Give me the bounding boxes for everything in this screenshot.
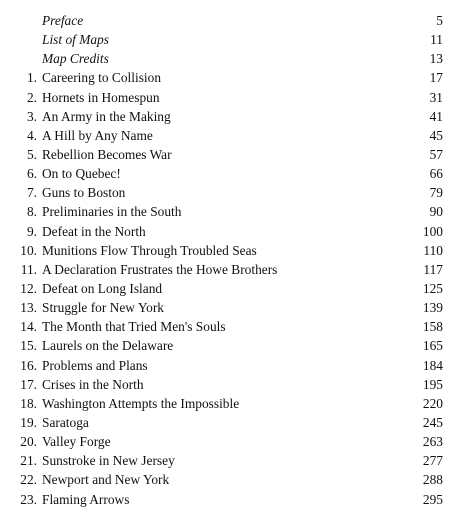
chapter-title: Saratoga (42, 414, 89, 430)
chapter-page: 277 (422, 453, 443, 469)
toc-entry-title: Map Credits (42, 51, 109, 67)
chapter-number: 11. (20, 261, 37, 277)
chapter-title: Washington Attempts the Impossible (42, 395, 240, 411)
chapter-title: Valley Forge (42, 434, 111, 450)
chapter-page: 100 (422, 223, 443, 239)
chapter-title: Guns to Boston (42, 185, 126, 201)
chapter-number: 9. (26, 223, 37, 239)
chapter-page: 195 (422, 376, 443, 392)
toc-chapter-row (0, 241, 471, 260)
chapter-page: 66 (429, 166, 443, 182)
chapter-number: 13. (20, 300, 37, 316)
toc-chapter-row (0, 68, 471, 87)
chapter-page: 263 (422, 434, 443, 450)
chapter-title: Preliminaries in the South (42, 204, 182, 220)
toc-chapter-row (0, 336, 471, 355)
chapter-page: 79 (429, 185, 443, 201)
chapter-title: On to Quebec! (42, 166, 121, 182)
chapter-page: 158 (422, 319, 443, 335)
chapter-number: 23. (20, 491, 37, 507)
chapter-number: 14. (20, 319, 37, 335)
toc-chapter-row (0, 107, 471, 126)
chapter-title: Laurels on the Delaware (42, 338, 174, 354)
chapter-number: 22. (20, 472, 37, 488)
toc-chapter-row (0, 164, 471, 183)
chapter-title: Crises in the North (42, 376, 144, 392)
chapter-page: 57 (429, 146, 443, 162)
toc-chapter-row (0, 88, 471, 107)
chapter-number: 16. (20, 357, 37, 373)
toc-entry-title: List of Maps (42, 32, 109, 48)
chapter-number: 19. (20, 414, 37, 430)
toc-chapter-row (0, 279, 471, 298)
chapter-page: 45 (429, 127, 443, 143)
chapter-number: 3. (26, 108, 37, 124)
chapter-page: 110 (423, 242, 443, 258)
chapter-number: 7. (26, 185, 37, 201)
toc-chapter-row (0, 470, 471, 489)
chapter-title: Hornets in Homespun (42, 89, 160, 105)
toc-chapter-row (0, 298, 471, 317)
chapter-page: 117 (423, 261, 443, 277)
chapter-page: 41 (429, 108, 443, 124)
chapter-number: 8. (26, 204, 37, 220)
chapter-title: Careering to Collision (42, 70, 162, 86)
toc-entry-page: 11 (430, 32, 443, 48)
toc-entry-page: 13 (429, 51, 443, 67)
chapter-number: 12. (20, 280, 37, 296)
chapter-page: 184 (422, 357, 443, 373)
table-of-contents (0, 11, 471, 509)
chapter-title: Newport and New York (42, 472, 170, 488)
chapter-page: 288 (422, 472, 443, 488)
chapter-number: 21. (20, 453, 37, 469)
chapter-number: 5. (26, 146, 37, 162)
toc-entry-page: 5 (436, 13, 443, 28)
toc-entry-title: Preface (42, 13, 84, 28)
chapter-title: Sunstroke in New Jersey (42, 453, 175, 469)
chapter-page: 125 (422, 280, 443, 296)
toc-chapter-row (0, 317, 471, 336)
chapter-number: 20. (20, 434, 37, 450)
chapter-title: An Army in the Making (42, 108, 171, 124)
toc-chapter-row (0, 145, 471, 164)
chapter-page: 139 (422, 300, 443, 316)
chapter-title: Defeat in the North (42, 223, 146, 239)
toc-chapter-row (0, 222, 471, 241)
chapter-title: A Hill by Any Name (42, 127, 153, 143)
chapter-title: Defeat on Long Island (42, 280, 163, 296)
chapter-page: 31 (429, 89, 443, 105)
toc-chapter-row (0, 432, 471, 451)
toc-chapter-row (0, 260, 471, 279)
chapter-number: 18. (20, 395, 37, 411)
toc-entry-preface (0, 11, 471, 30)
chapter-number: 1. (26, 70, 37, 86)
chapter-page: 165 (422, 338, 443, 354)
chapter-title: Flaming Arrows (42, 491, 130, 507)
chapter-page: 220 (422, 395, 443, 411)
toc-chapter-row (0, 126, 471, 145)
toc-chapter-row (0, 394, 471, 413)
toc-chapter-row (0, 375, 471, 394)
chapter-page: 90 (429, 204, 443, 220)
chapter-number: 6. (26, 166, 37, 182)
chapter-title: A Declaration Frustrates the Howe Brothers (42, 261, 278, 277)
chapter-number: 10. (20, 242, 37, 258)
chapter-page: 245 (422, 414, 443, 430)
chapter-title: Struggle for New York (42, 300, 164, 316)
toc-chapter-row (0, 183, 471, 202)
chapter-number: 2. (26, 89, 37, 105)
toc-entry-list-of-maps (0, 30, 471, 49)
chapter-title: Munitions Flow Through Troubled Seas (42, 242, 257, 258)
chapter-title: Problems and Plans (42, 357, 148, 373)
toc-chapter-row (0, 451, 471, 470)
chapter-number: 17. (20, 376, 37, 392)
chapter-title: The Month that Tried Men's Souls (42, 319, 226, 335)
toc-chapter-row (0, 490, 471, 509)
chapter-number: 15. (20, 338, 37, 354)
toc-chapter-row (0, 413, 471, 432)
chapter-title: Rebellion Becomes War (42, 146, 172, 162)
toc-chapter-row (0, 356, 471, 375)
toc-chapter-row (0, 202, 471, 221)
chapter-page: 295 (422, 491, 443, 507)
toc-entry-map-credits (0, 49, 471, 68)
chapter-page: 17 (429, 70, 443, 86)
chapter-number: 4. (26, 127, 37, 143)
